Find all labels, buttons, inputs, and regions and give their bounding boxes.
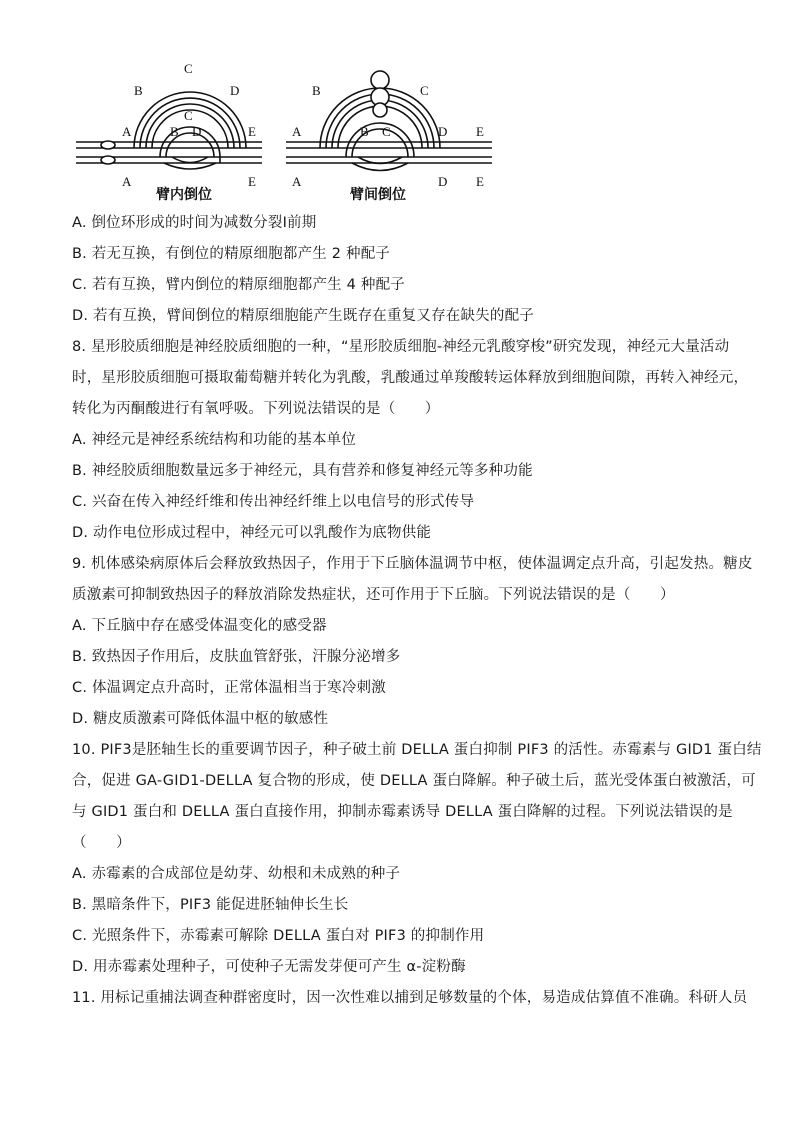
caption-paracentric: 臂内倒位 <box>156 187 212 203</box>
q7-option-b: B. 若无互换，有倒位的精原细胞都产生 2 种配子 <box>72 246 391 262</box>
q8-stem-line-1: 8. 星形胶质细胞是神经胶质细胞的一种，“星形胶质细胞-神经元乳酸穿梭”研究发现，神经元大量活动 <box>72 339 730 355</box>
q10-option-d: D. 用赤霉素处理种子，可使种子无需发芽便可产生 α-淀粉酶 <box>72 959 466 975</box>
label-e-bottom-right: E <box>476 174 484 189</box>
label-e-mid-right: E <box>476 124 484 139</box>
q8-option-c: C. 兴奋在传入神经纤维和传出神经纤维上以电信号的形式传导 <box>72 494 475 510</box>
q10-option-c: C. 光照条件下，赤霉素可解除 DELLA 蛋白对 PIF3 的抑制作用 <box>72 928 485 944</box>
label-a-bottom: A <box>122 174 132 189</box>
label-b-top-right: B <box>312 83 321 98</box>
label-d-inner: D <box>192 124 202 139</box>
label-c-inner: C <box>184 108 193 123</box>
q9-stem-line-1: 9. 机体感染病原体后会释放致热因子，作用于下丘脑体温调节中枢，使体温调定点升高，引起发热。糖皮 <box>72 556 753 572</box>
q11-stem-line-1: 11. 用标记重捕法调查种群密度时，因一次性难以捕到足够数量的个体，易造成估算值不准确。科研人员 <box>72 990 748 1006</box>
label-a-top: A <box>122 124 132 139</box>
label-e-bottom: E <box>248 174 256 189</box>
label-a-bottom-right: A <box>292 174 302 189</box>
q7-option-d: D. 若有互换，臂间倒位的精原细胞能产生既存在重复又存在缺失的配子 <box>72 308 534 324</box>
label-d-top: D <box>230 83 240 98</box>
q10-stem-line-4: （ ） <box>72 835 131 851</box>
q8-stem-line-2: 时，星形胶质细胞可摄取葡萄糖并转化为乳酸，乳酸通过单羧酸转运体释放到细胞间隙，再转入神经元， <box>72 370 749 386</box>
caption-pericentric: 臂间倒位 <box>350 187 406 203</box>
label-b-top: B <box>134 83 143 98</box>
q9-option-a: A. 下丘脑中存在感受体温变化的感受器 <box>72 618 327 634</box>
q9-option-c: C. 体温调定点升高时，正常体温相当于寒冷刺激 <box>72 680 386 696</box>
label-b-inner-right: B <box>360 124 369 139</box>
inversion-loop-figure <box>72 60 532 210</box>
q10-stem-line-1: 10. PIF3是胚轴生长的重要调节因子，种子破土前 DELLA 蛋白抑制 PIF3 的活性。赤霉素与 GID1 蛋白结 <box>72 742 762 758</box>
label-a-mid-right: A <box>292 124 302 139</box>
label-c-inner-right: C <box>382 124 391 139</box>
q10-stem-line-2: 合，促进 GA-GID1-DELLA 复合物的形成，使 DELLA 蛋白降解。种子破土后，蓝光受体蛋白被激活，可 <box>72 773 756 789</box>
label-c-top-right: C <box>420 83 429 98</box>
q8-option-d: D. 动作电位形成过程中，神经元可以乳酸作为底物供能 <box>72 525 432 541</box>
label-e-top: E <box>248 124 256 139</box>
q9-stem-line-2: 质激素可抑制致热因子的释放消除发热症状，还可作用于下丘脑。下列说法错误的是（ ） <box>72 587 675 603</box>
q10-stem-line-3: 与 GID1 蛋白和 DELLA 蛋白直接作用，抑制赤霉素诱导 DELLA 蛋白降解的过程。下列说法错误的是 <box>72 804 733 820</box>
label-b-inner: B <box>170 124 179 139</box>
label-c-top: C <box>184 61 193 76</box>
q7-option-a: A. 倒位环形成的时间为减数分裂Ⅰ前期 <box>72 215 317 231</box>
label-d-mid-right: D <box>438 124 448 139</box>
q8-option-a: A. 神经元是神经系统结构和功能的基本单位 <box>72 432 357 448</box>
paracentric-inversion-drawing <box>76 92 262 169</box>
q9-option-b: B. 致热因子作用后，皮肤血管舒张，汗腺分泌增多 <box>72 649 401 665</box>
q9-option-d: D. 糖皮质激素可降低体温中枢的敏感性 <box>72 711 329 727</box>
q8-option-b: B. 神经胶质细胞数量远多于神经元，具有营养和修复神经元等多种功能 <box>72 463 533 479</box>
q10-option-a: A. 赤霉素的合成部位是幼芽、幼根和未成熟的种子 <box>72 866 401 882</box>
q8-stem-line-3: 转化为丙酮酸进行有氧呼吸。下列说法错误的是（ ） <box>72 401 440 417</box>
label-d-bottom-right: D <box>438 174 448 189</box>
q7-option-c: C. 若有互换，臂内倒位的精原细胞都产生 4 种配子 <box>72 277 405 293</box>
q10-option-b: B. 黑暗条件下，PIF3 能促进胚轴伸长生长 <box>72 897 349 913</box>
